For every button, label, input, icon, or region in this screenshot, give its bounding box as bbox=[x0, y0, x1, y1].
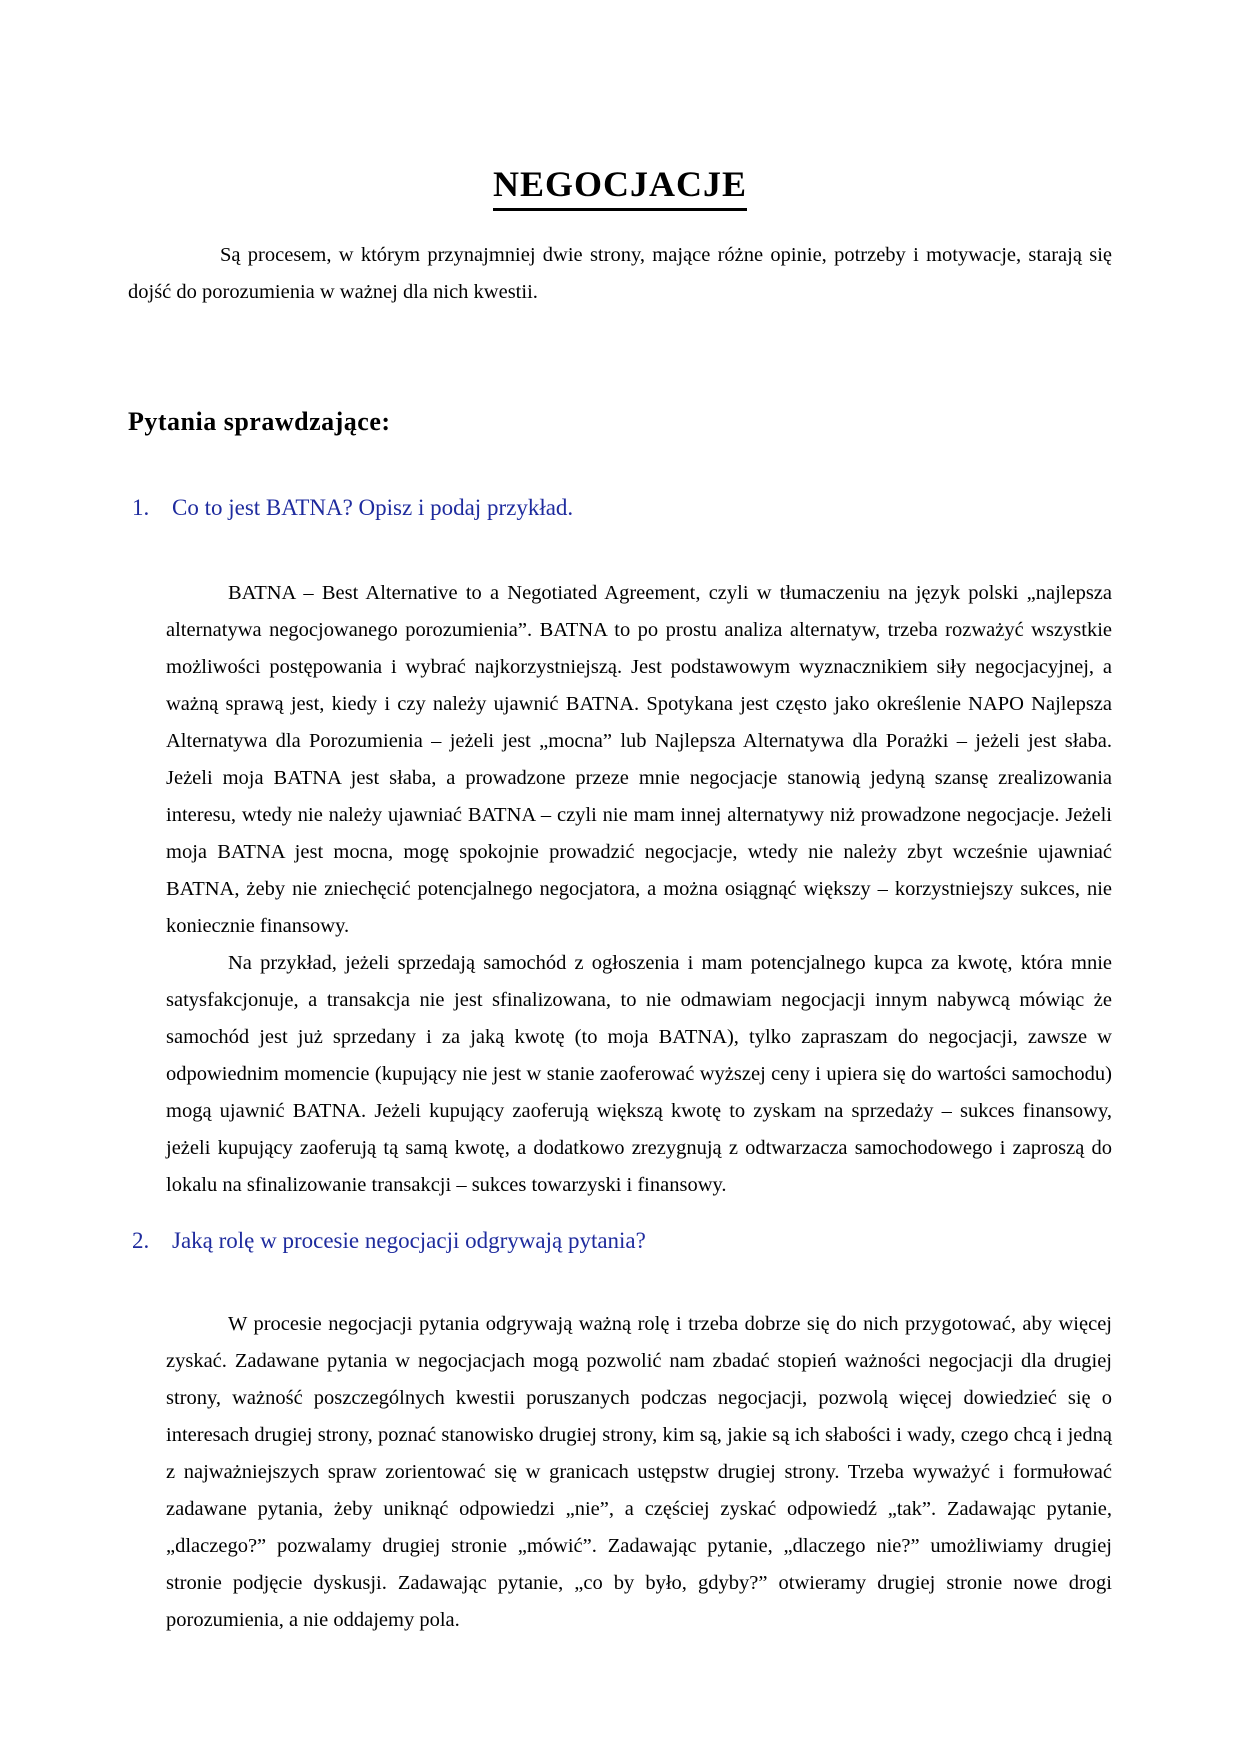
document-title-text: NEGOCJACJE bbox=[493, 162, 747, 211]
question-number: 1. bbox=[132, 495, 150, 521]
question-item-1 bbox=[132, 493, 1112, 523]
intro-paragraph: Są procesem, w którym przynajmniej dwie strony, mające różne opinie, potrzeby i motywacje, starają się dojść do porozumienia w ważnej dla nich kwestii. bbox=[128, 244, 1112, 304]
document-title bbox=[128, 162, 1112, 211]
answer-paragraph: Na przykład, jeżeli sprzedają samochód z ogłoszenia i mam potencjalnego kupca za kwotę, która mnie satysfakcjonuje, a transakcja nie jest sfinalizowana, to nie odmawiam negocjacji innym nabywcą mówiąc że samochód jest już sprzedany i za jaką kwotę (to moja BATNA), tylko zapraszam do negocjacji, zawsze w odpowiednim momencie (kupujący nie jest w stanie zaoferować wyższej ceny i upiera się do wartości samochodu) mogą ujawnić BATNA. Jeżeli kupujący zaoferują większą kwotę to zyskam na sprzedaży – sukces finansowy, jeżeli kupujący zaoferują tą samą kwotę, a dodatkowo zrezygnują z odtwarzacza samochodowego i zaproszą do lokalu na sfinalizowanie transakcji – sukces towarzyski i finansowy. bbox=[166, 952, 1112, 1197]
question-label: Jaką rolę w procesie negocjacji odgrywają pytania? bbox=[172, 1228, 646, 1254]
answer-paragraph: W procesie negocjacji pytania odgrywają ważną rolę i trzeba dobrze się do nich przygotować, aby więcej zyskać. Zadawane pytania w negocjacjach mogą pozwolić nam zbadać stopień ważności negocjacji dla drugiej strony, ważność poszczególnych kwestii poruszanych podczas negocjacji, pozwolą więcej dowiedzieć się o interesach drugiej strony, poznać stanowisko drugiej strony, kim są, jakie są ich słabości i wady, czego chcą i jedną z najważniejszych spraw zorientować się w granicach ustępstw drugiej strony. Trzeba wyważyć i formułować zadawane pytania, żeby uniknąć odpowiedzi „nie”, a częściej zyskać odpowiedź „tak”. Zadawając pytanie, „dlaczego?” pozwalamy drugiej stronie „mówić”. Zadawając pytanie, „dlaczego nie?” umożliwiamy drugiej stronie podjęcie dyskusji. Zadawając pytanie, „co by było, gdyby?” otwieramy drugiej stronie nowe drogi porozumienia, a nie oddajemy pola. bbox=[166, 1313, 1112, 1632]
question-item-2 bbox=[132, 1226, 1112, 1256]
section-heading: Pytania sprawdzające: bbox=[128, 407, 391, 437]
question-number: 2. bbox=[132, 1228, 150, 1254]
question-label: Co to jest BATNA? Opisz i podaj przykład. bbox=[172, 495, 574, 521]
answer-paragraph: BATNA – Best Alternative to a Negotiated Agreement, czyli w tłumaczeniu na język polski „najlepsza alternatywa negocjowanego porozumienia”. BATNA to po prostu analiza alternatyw, trzeba rozważyć wszystkie możliwości postępowania i wybrać najkorzystniejszą. Jest podstawowym wyznacznikiem siły negocjacyjnej, a ważną sprawą jest, kiedy i czy należy ujawnić BATNA. Spotykana jest często jako określenie NAPO Najlepsza Alternatywa dla Porozumienia – jeżeli jest „mocna” lub Najlepsza Alternatywa dla Porażki – jeżeli jest słaba. Jeżeli moja BATNA jest słaba, a prowadzone przeze mnie negocjacje stanowią jedyną szansę zrealizowania interesu, wtedy nie należy ujawniać BATNA – czyli nie mam innej alternatywy niż prowadzone negocjacje. Jeżeli moja BATNA jest mocna, mogę spokojnie prowadzić negocjacje, wtedy nie należy zbyt wcześnie ujawniać BATNA, żeby nie zniechęcić potencjalnego negocjatora, a można osiągnąć większy – korzystniejszy sukces, nie koniecznie finansowy. bbox=[166, 582, 1112, 938]
